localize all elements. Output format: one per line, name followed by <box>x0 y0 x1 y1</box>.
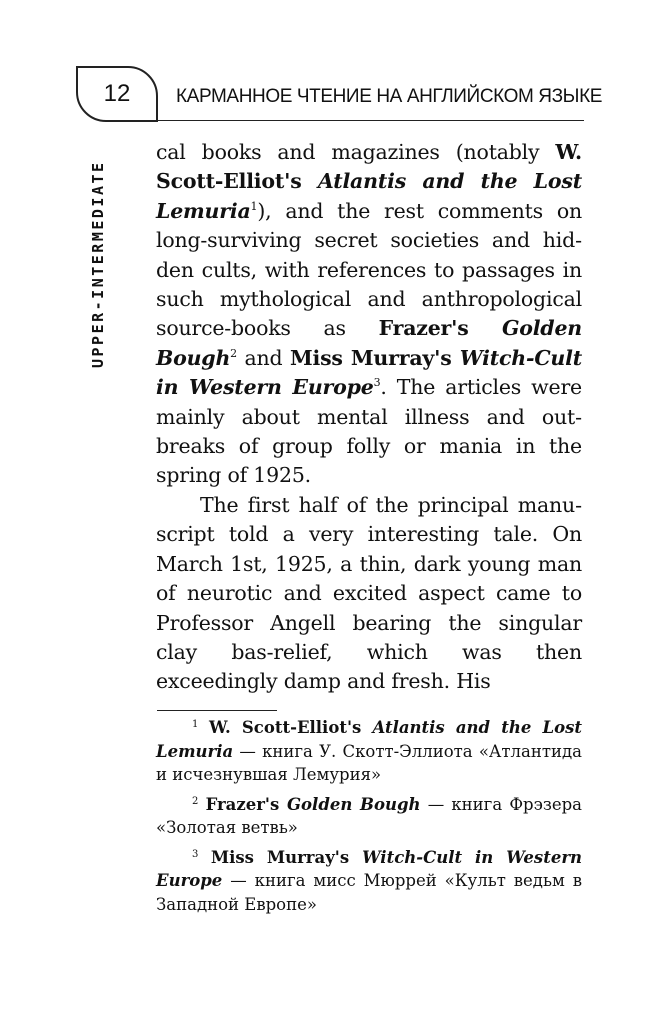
footnote-ref[interactable]: 2 <box>230 346 237 360</box>
footnote-author: Frazer's <box>205 794 287 814</box>
book-author: Miss Murray's <box>290 345 460 370</box>
book-author: Frazer's <box>378 316 502 341</box>
level-side-label: UPPER-INTERMEDIATE <box>89 160 107 368</box>
footnote <box>156 716 582 787</box>
footnote-text: — книга мисс Мюррей «Культ ведьм в Западной Европе» <box>156 871 582 914</box>
book-title: Golden Bough <box>156 316 582 370</box>
footnote-title: Atlantis and the Lost Lemuria <box>156 718 583 761</box>
footnote-ref[interactable]: 1 <box>250 199 258 213</box>
page-number: 12 <box>103 80 131 107</box>
paragraph <box>156 138 582 491</box>
footnote-number: 3 <box>192 848 199 860</box>
book-title: Atlantis and the Lost Lemuria <box>156 169 582 223</box>
footnote <box>156 846 582 917</box>
text-span: . The articles were mainly about mental illness and outbreaks of group folly or mania in the spring of 1925. <box>156 375 582 488</box>
paragraph: The first half of the principal manuscript told a very interesting tale. On March 1st, 1925, a thin, dark young man of neurotic and excited aspect came to Professor Angell bearing the singular clay bas-relief, which was then exceedingly damp and fresh. His <box>156 492 582 694</box>
footnote <box>156 793 582 840</box>
footnote-ref[interactable]: 3 <box>373 376 381 390</box>
footnote-number: 2 <box>192 795 199 807</box>
footnote-rule <box>157 710 277 711</box>
footnote-author: Miss Murray's <box>210 847 363 867</box>
text-span: and <box>236 345 290 370</box>
book-title: Witch-Cult in Western Europe <box>156 345 582 400</box>
footnote-author: W. Scott-Elliot's <box>209 718 373 737</box>
footnote-number: 1 <box>192 719 199 730</box>
footnote-text: — книга У. Скотт-Эллиота «Атлантида и исчезнувшая Лемурия» <box>156 741 582 784</box>
footnote-text: — книга Фрэзера «Золотая ветвь» <box>156 794 582 837</box>
text-span: ), and the rest comments on long-surviving secret societies and hidden cults, with references to passages in such mythological and anthropological source-books as <box>156 198 582 341</box>
footnote-title: Witch-Cult in Western Europe <box>156 847 583 890</box>
body-text <box>156 138 582 697</box>
running-title: КАРМАННОЕ ЧТЕНИЕ НА АНГЛИЙСКОМ ЯЗЫКЕ <box>176 86 603 107</box>
footnotes <box>156 716 582 922</box>
text-span: cal books and magazines (notably <box>156 140 556 164</box>
book-author: W. Scott-Elliot's <box>156 140 582 194</box>
header-rule <box>157 120 584 121</box>
footnote-title: Golden Bough <box>286 794 421 814</box>
